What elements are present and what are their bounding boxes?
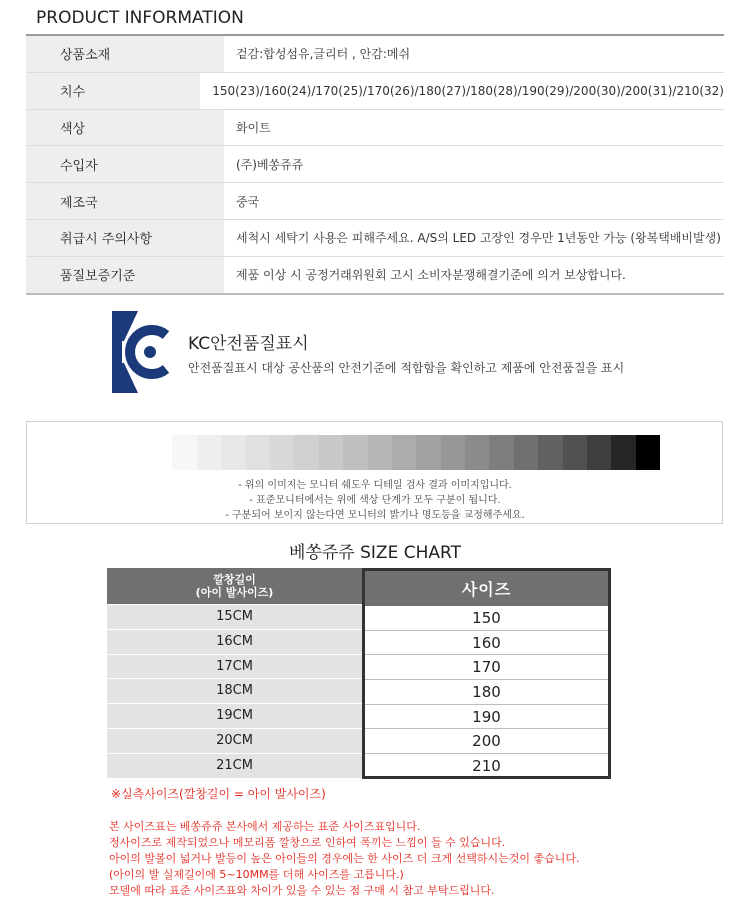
- gray-swatch: [465, 435, 489, 470]
- gray-swatch: [392, 435, 416, 470]
- gray-swatch: [270, 435, 294, 470]
- info-label: 수입자: [26, 146, 224, 182]
- size-cell: 160: [365, 631, 608, 656]
- actual-size-note: ※실측사이즈(깔창길이 = 아이 발사이즈): [111, 787, 326, 801]
- info-label: 취급시 주의사항: [26, 220, 224, 256]
- info-label: 색상: [26, 110, 224, 146]
- info-value: 150(23)/160(24)/170(25)/170(26)/180(27)/180(28)/190(29)/200(30)/200(31)/210(32): [212, 83, 724, 98]
- size-chart-size-column: [362, 568, 611, 779]
- gray-scale-notes: [0, 478, 750, 523]
- gray-note-line: - 구분되어 보이지 않는다면 모니터의 밝기나 명도등을 교정해주세요.: [225, 510, 525, 521]
- insole-length-cell: 17CM: [107, 654, 362, 679]
- gray-swatch: [197, 435, 221, 470]
- size-guide-notes: [109, 819, 580, 899]
- gray-swatch: [441, 435, 465, 470]
- insole-length-header: [107, 568, 362, 604]
- info-row: [26, 220, 724, 257]
- info-label: 상품소재: [26, 36, 224, 72]
- product-information-title: PRODUCT INFORMATION: [36, 8, 244, 28]
- gray-swatch: [343, 435, 367, 470]
- size-chart-title: 베쏭쥬쥬 SIZE CHART: [289, 543, 461, 563]
- gray-swatch: [587, 435, 611, 470]
- gray-swatch: [148, 435, 172, 470]
- info-value: 세척시 세탁기 사용은 피해주세요. A/S의 LED 고장인 경우만 1년동안 가능 (왕복택배비발생): [236, 231, 721, 246]
- size-chart-insole-column: [107, 568, 362, 778]
- gray-swatch: [636, 435, 660, 470]
- size-guide-line: 아이의 발볼이 넓거나 발등이 높은 아이들의 경우에는 한 사이즈 더 크게 선택하시는것이 좋습니다.: [109, 852, 580, 865]
- gray-note-line: - 표준모니터에서는 위에 색상 단계가 모두 구분이 됩니다.: [249, 495, 501, 506]
- info-label: 제조국: [26, 183, 224, 219]
- gray-swatch: [489, 435, 513, 470]
- gray-swatch: [611, 435, 635, 470]
- kc-mark-icon: [112, 311, 170, 393]
- kc-description: 안전품질표시 대상 공산품의 안전기준에 적합함을 확인하고 제품에 안전품질을 표시: [188, 361, 625, 375]
- size-header: 사이즈: [365, 571, 608, 606]
- gray-swatch: [221, 435, 245, 470]
- size-guide-line: (아이의 발 실제길이에 5~10MM를 더해 사이즈를 고릅니다.): [109, 868, 404, 881]
- gray-swatch: [514, 435, 538, 470]
- info-row: [26, 110, 724, 147]
- size-guide-line: 정사이즈로 제작되었으나 메모리폼 깔창으로 인하여 폭끼는 느낌이 들 수 있습니다.: [109, 836, 506, 849]
- gray-swatch: [319, 435, 343, 470]
- size-guide-line: 본 사이즈표는 베쏭쥬쥬 본사에서 제공하는 표준 사이즈표입니다.: [109, 820, 421, 833]
- size-cell: 190: [365, 705, 608, 730]
- info-row: [26, 257, 724, 295]
- info-value: (주)베쏭쥬쥬: [236, 157, 304, 172]
- info-value: 제품 이상 시 공정거래위원회 고시 소비자분쟁해결기준에 의거 보상합니다.: [236, 268, 626, 283]
- info-label: 품질보증기준: [26, 257, 224, 293]
- gray-swatch: [416, 435, 440, 470]
- insole-length-cell: 15CM: [107, 604, 362, 629]
- gray-swatch: [368, 435, 392, 470]
- size-guide-line: 모델에 따라 표준 사이즈표와 차이가 있을 수 있는 점 구매 시 참고 부탁드립니다.: [109, 884, 495, 897]
- info-value: 겉감:합성섬유,글리터 , 안감:메쉬: [236, 47, 411, 62]
- size-cell: 210: [472, 757, 501, 776]
- info-value: 중국: [236, 194, 260, 209]
- insole-length-cell: 19CM: [107, 703, 362, 728]
- info-label: 치수: [26, 73, 200, 109]
- gray-swatch: [294, 435, 318, 470]
- insole-length-header-line2: (아이 발사이즈): [195, 586, 274, 599]
- size-cell: 200: [365, 729, 608, 754]
- kc-title: KC안전품질표시: [188, 334, 309, 354]
- gray-swatch: [246, 435, 270, 470]
- insole-length-cell: 20CM: [107, 728, 362, 753]
- info-row: [26, 183, 724, 220]
- info-row: [26, 34, 724, 73]
- product-info-table: [26, 34, 724, 295]
- gray-swatch: [538, 435, 562, 470]
- gray-scale-strip: [148, 435, 660, 470]
- info-value: 화이트: [236, 120, 271, 135]
- insole-length-cell: 21CM: [107, 753, 362, 778]
- gray-swatch: [563, 435, 587, 470]
- size-cell: 170: [365, 655, 608, 680]
- info-row: [26, 73, 724, 110]
- gray-note-line: - 위의 이미지는 모니터 쉐도우 디테일 검사 결과 이미지입니다.: [238, 480, 512, 491]
- gray-swatch: [172, 435, 196, 470]
- size-cell: 150: [365, 606, 608, 631]
- insole-length-cell: 16CM: [107, 629, 362, 654]
- insole-length-header-line1: 깔창길이: [213, 573, 256, 586]
- insole-length-cell: 18CM: [107, 678, 362, 703]
- size-cell: 180: [365, 680, 608, 705]
- info-row: [26, 146, 724, 183]
